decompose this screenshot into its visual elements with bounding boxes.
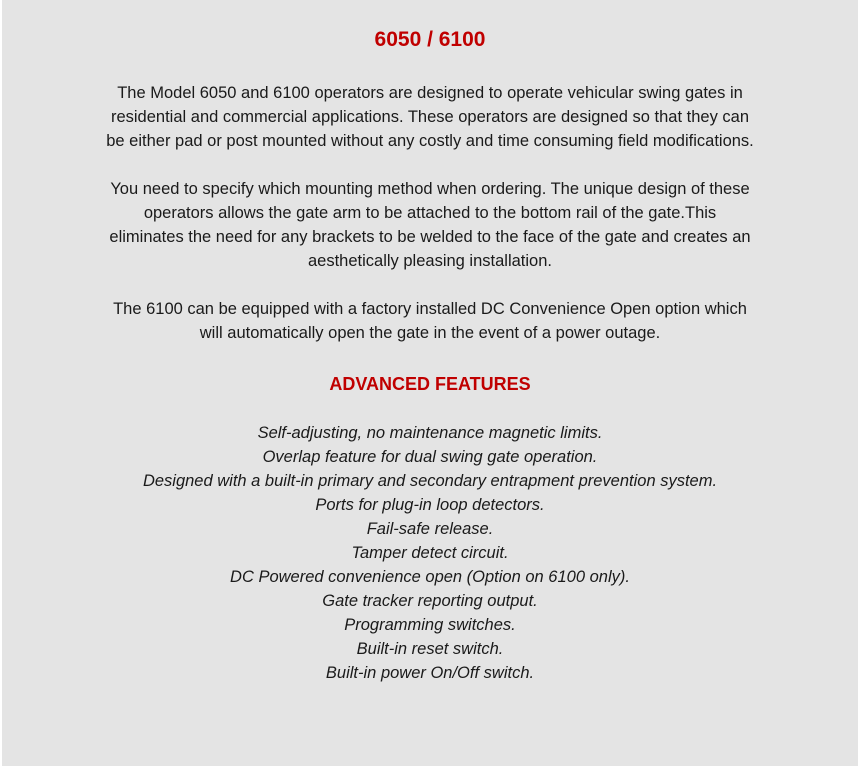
feature-item: Fail-safe release. — [366, 520, 494, 538]
feature-item: Ports for plug-in loop detectors. — [315, 496, 545, 514]
feature-item: Overlap feature for dual swing gate operation. — [262, 448, 598, 466]
features-heading: ADVANCED FEATURES — [329, 374, 531, 394]
features-list — [2, 421, 858, 685]
text-line: The Model 6050 and 6100 operators are designed to operate vehicular swing gates in — [117, 84, 743, 102]
feature-item: Designed with a built-in primary and secondary entrapment prevention system. — [142, 472, 718, 490]
feature-item: Self-adjusting, no maintenance magnetic limits. — [257, 424, 603, 442]
text-line: be either pad or post mounted without any costly and time consuming field modifications. — [106, 132, 754, 150]
text-line: The 6100 can be equipped with a factory installed DC Convenience Open option which — [113, 300, 747, 318]
text-line: will automatically open the gate in the event of a power outage. — [199, 324, 661, 342]
feature-item: Gate tracker reporting output. — [322, 592, 538, 610]
text-line: aesthetically pleasing installation. — [308, 252, 552, 270]
intro-paragraph — [2, 81, 858, 153]
page-title: 6050 / 6100 — [374, 28, 486, 51]
text-line: eliminates the need for any brackets to be welded to the face of the gate and creates an — [109, 228, 751, 246]
product-description-panel — [2, 0, 858, 766]
feature-item: Tamper detect circuit. — [351, 544, 509, 562]
text-line: You need to specify which mounting method when ordering. The unique design of these — [110, 180, 750, 198]
dc-option-paragraph — [2, 297, 858, 345]
feature-item: Built-in reset switch. — [356, 640, 504, 658]
mounting-paragraph — [2, 177, 858, 273]
feature-item: Programming switches. — [344, 616, 516, 634]
feature-item: Built-in power On/Off switch. — [325, 664, 535, 682]
feature-item: DC Powered convenience open (Option on 6100 only). — [230, 568, 630, 586]
text-line: operators allows the gate arm to be attached to the bottom rail of the gate.This — [143, 204, 717, 222]
text-line: residential and commercial applications. These operators are designed so that they can — [110, 108, 750, 126]
